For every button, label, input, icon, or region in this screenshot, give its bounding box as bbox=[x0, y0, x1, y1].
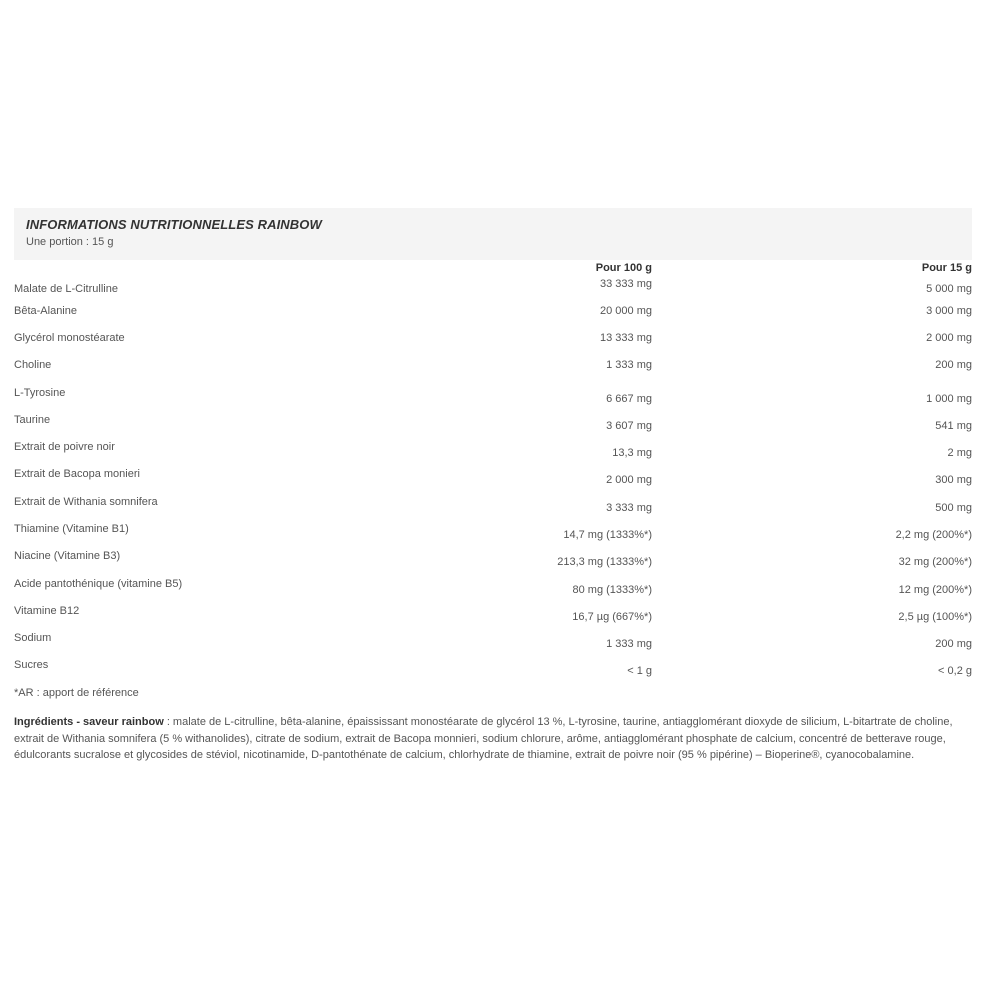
value-per-15g: 2 000 mg bbox=[926, 332, 972, 344]
value-per-15g: 500 mg bbox=[935, 502, 972, 514]
ingredients-text: : malate de L-citrulline, bêta-alanine, épaississant monostéarate de glycérol 13 %, L-tyrosine, taurine, antiagglomérant dioxyde de silicium, L-bitartrate de choline, extrait de Withania somnifera (5 % withanolides), citrate de sodium, extrait de Bacopa monnieri, sodium chlorure, arôme, antiagglomérant phosphate de calcium, concentré de betterave rouge, édulcorants sucralose et glycosides de stéviol, nicotinamide, D-pantothénate de calcium, chlorhydrate de thiamine, extrait de poivre noir (95 % pipérine) – Bioperine®, cyanocobalamine. bbox=[14, 716, 953, 761]
column-header-per-100g: Pour 100 g bbox=[595, 262, 652, 274]
nutrient-name: Thiamine (Vitamine B1) bbox=[14, 523, 129, 535]
nutrient-name: Glycérol monostéarate bbox=[14, 332, 125, 344]
value-per-15g: < 0,2 g bbox=[938, 665, 972, 677]
nutrition-panel bbox=[14, 208, 972, 761]
nutrient-name: Extrait de poivre noir bbox=[14, 441, 115, 453]
nutrient-name: Sodium bbox=[14, 632, 52, 644]
table-row bbox=[14, 523, 972, 543]
value-per-15g: 200 mg bbox=[935, 638, 972, 650]
nutrition-header bbox=[14, 208, 972, 260]
table-row bbox=[14, 359, 972, 379]
value-per-15g: 5 000 mg bbox=[926, 283, 972, 295]
table-row bbox=[14, 605, 972, 625]
table-row bbox=[14, 305, 972, 325]
value-per-100g: 80 mg (1333%*) bbox=[572, 584, 652, 596]
table-row bbox=[14, 659, 972, 679]
value-per-15g: 541 mg bbox=[935, 420, 972, 432]
nutrient-name: Vitamine B12 bbox=[14, 605, 80, 617]
value-per-100g: < 1 g bbox=[627, 665, 652, 677]
ingredients-label: Ingrédients - saveur rainbow bbox=[14, 716, 164, 728]
value-per-15g: 2,5 µg (100%*) bbox=[898, 611, 972, 623]
ingredients-paragraph bbox=[14, 714, 972, 764]
value-per-100g: 2 000 mg bbox=[606, 474, 652, 486]
footnote: *AR : apport de référence bbox=[14, 687, 139, 699]
value-per-15g: 300 mg bbox=[935, 474, 972, 486]
nutrient-name: L-Tyrosine bbox=[14, 387, 66, 399]
value-per-100g: 14,7 mg (1333%*) bbox=[563, 529, 652, 541]
value-per-100g: 6 667 mg bbox=[606, 393, 652, 405]
value-per-15g: 3 000 mg bbox=[926, 305, 972, 317]
nutrient-name: Malate de L-Citrulline bbox=[14, 283, 118, 295]
nutrient-name: Extrait de Withania somnifera bbox=[14, 496, 158, 508]
value-per-15g: 2 mg bbox=[947, 447, 972, 459]
nutrient-name: Choline bbox=[14, 359, 52, 371]
value-per-100g: 1 333 mg bbox=[606, 359, 652, 371]
nutrient-name: Acide pantothénique (vitamine B5) bbox=[14, 578, 183, 590]
value-per-100g: 13 333 mg bbox=[600, 332, 652, 344]
value-per-15g: 12 mg (200%*) bbox=[898, 584, 972, 596]
value-per-100g: 20 000 mg bbox=[600, 305, 652, 317]
value-per-100g: 213,3 mg (1333%*) bbox=[557, 556, 652, 568]
value-per-100g: 3 333 mg bbox=[606, 502, 652, 514]
value-per-100g: 33 333 mg bbox=[600, 278, 652, 290]
table-row bbox=[14, 468, 972, 488]
column-header-per-15g: Pour 15 g bbox=[921, 262, 972, 274]
portion-size: Une portion : 15 g bbox=[26, 236, 114, 248]
value-per-15g: 1 000 mg bbox=[926, 393, 972, 405]
table-row bbox=[14, 441, 972, 461]
table-row bbox=[14, 278, 972, 303]
nutrient-name: Extrait de Bacopa monieri bbox=[14, 468, 140, 480]
table-row bbox=[14, 578, 972, 598]
value-per-15g: 200 mg bbox=[935, 359, 972, 371]
value-per-100g: 13,3 mg bbox=[612, 447, 652, 459]
table-row bbox=[14, 387, 972, 407]
table-row bbox=[14, 414, 972, 434]
nutrient-name: Bêta-Alanine bbox=[14, 305, 77, 317]
nutrition-title: INFORMATIONS NUTRITIONNELLES RAINBOW bbox=[26, 217, 322, 232]
value-per-100g: 1 333 mg bbox=[606, 638, 652, 650]
nutrient-name: Niacine (Vitamine B3) bbox=[14, 550, 121, 562]
nutrient-name: Taurine bbox=[14, 414, 51, 426]
table-row bbox=[14, 632, 972, 652]
value-per-100g: 3 607 mg bbox=[606, 420, 652, 432]
table-row bbox=[14, 496, 972, 516]
value-per-15g: 32 mg (200%*) bbox=[898, 556, 972, 568]
table-row bbox=[14, 332, 972, 352]
value-per-100g: 16,7 µg (667%*) bbox=[572, 611, 652, 623]
value-per-15g: 2,2 mg (200%*) bbox=[895, 529, 972, 541]
table-row bbox=[14, 550, 972, 570]
nutrient-name: Sucres bbox=[14, 659, 49, 671]
